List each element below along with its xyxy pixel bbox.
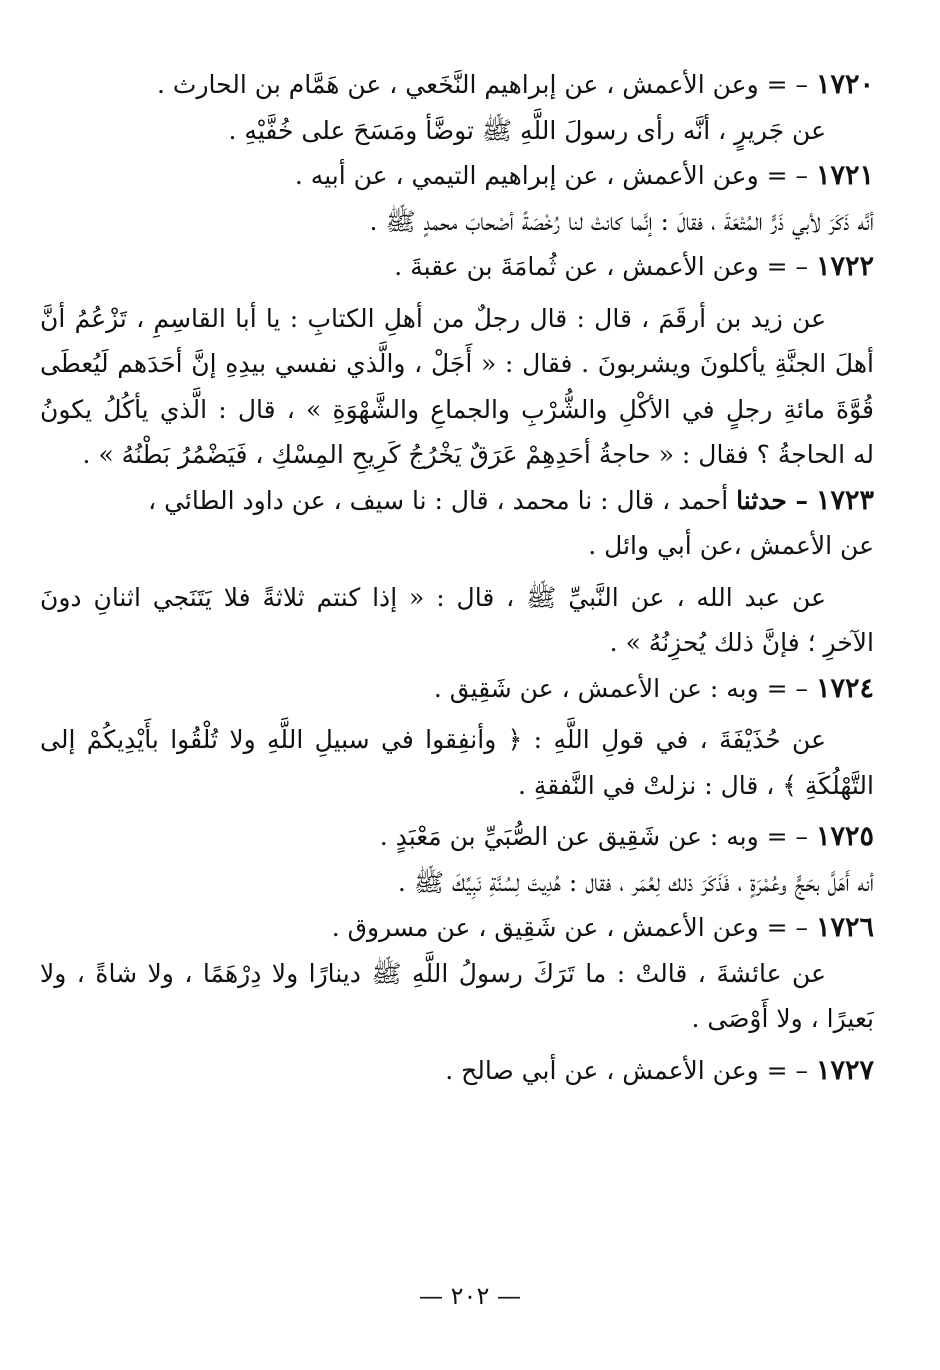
hadith-number: ١٧٢٠ xyxy=(815,69,874,100)
hadith-entry-1720 xyxy=(40,62,874,153)
hadith-number: ١٧٢٢ xyxy=(815,251,874,282)
isnad-text: – = وبه : عن الأعمش ، عن شَقِيق . xyxy=(433,673,809,703)
matn-line: عن عبد الله ، عن النَّبيِّ ﷺ ، قال : « إذا كنتم ثلاثةً فلا يَتَنَجي اثنانِ دونَ xyxy=(40,582,826,612)
isnad-text: أحمد ، قال : نا محمد ، قال : نا سيف ، عن داود الطائي ، xyxy=(148,485,729,515)
matn-line: التَّهْلُكَةِ ﴾ ، قال : نزلتْ في النَّفقةِ . xyxy=(517,770,874,800)
matn-line: الآخرِ ؛ فإنَّ ذلك يُحزِنُهُ » . xyxy=(609,628,874,657)
hadith-entry-1721 xyxy=(40,153,874,244)
hadith-entry-1724 xyxy=(40,666,874,809)
isnad-text: – = وعن الأعمش ، عن شَقِيق ، عن مسروق . xyxy=(331,913,809,942)
hadith-number: ١٧٢٥ xyxy=(815,821,874,852)
matn-line: عن جَريرٍ ، أنَّه رأى رسولَ اللَّهِ ﷺ توضَّأ ومَسَحَ على خُفَّيْهِ . xyxy=(228,115,826,145)
matn-line: أهلَ الجنَّةِ يأكلونَ ويشربونَ . فقال : « أَجَلْ ، والَّذي نفسي بيدِهِ إنَّ أحَدَهم لَيُعطَى xyxy=(40,349,874,378)
matn-line: عن عائشةَ ، قالتْ : ما تَرَكَ رسولُ اللَّهِ ﷺ دينارًا ولا دِرْهَمًا ، ولا شاةً ، ولا xyxy=(40,958,826,988)
matn-line: له الحاجةُ ؟ فقال : « حاجةُ أحَدِهِمْ عَرَقٌ يَخْرُجُ كَرِيحِ المِسْكِ ، فَيَضْمُرُ بَطْنُهُ » . xyxy=(82,440,874,469)
hadith-entry-1725 xyxy=(40,808,874,905)
isnad-text: – = وبه : عن شَقِيق عن الصُّبَيِّ بن مَعْبَدٍ . xyxy=(379,822,809,851)
isnad-line xyxy=(40,244,874,290)
isnad-continuation: عن الأعمش ،عن أبي وائل . xyxy=(588,531,874,560)
hadith-entry-1723 xyxy=(40,478,874,666)
page-number: — ٢٠٢ — xyxy=(419,1282,521,1310)
isnad-line xyxy=(40,62,874,108)
isnad-line xyxy=(40,905,874,951)
matn-line: عن زيد بن أرقَمَ ، قال : قال رجلٌ من أهلِ الكتابِ : يا أبا القاسِمِ ، تَزْعُمُ أنَّ xyxy=(40,303,826,333)
matn-line: أنه أَهَلَّ بحَجٍّ وعُمْرَةٍ ، فَذَكَرَ ذلك لِعُمَر ، فقال : هُدِيتَ لِسُنَّةِ نَبِيِّكَ ﷺ . xyxy=(397,867,874,897)
isnad-text: – = وعن الأعمش ، عن إبراهيم النَّخَعي ، عن هَمَّام بن الحارث . xyxy=(157,70,809,99)
isnad-line xyxy=(40,153,874,199)
isnad-line xyxy=(40,666,874,712)
hadith-number: ١٧٢٦ xyxy=(815,912,874,943)
isnad-text: – = وعن الأعمش ، عن أبي صالح . xyxy=(445,1055,809,1085)
hadith-number: ١٧٢١ xyxy=(815,160,874,191)
hadith-number: ١٧٢٣ xyxy=(815,484,874,516)
hadith-number: ١٧٢٤ xyxy=(815,672,874,704)
isnad-line xyxy=(40,814,874,860)
hadith-number: ١٧٢٧ xyxy=(815,1054,874,1086)
matn-line: قُوَّةَ مائةِ رجلٍ في الأكْلِ والشُّرْبِ والجماعِ والشَّهْوَةِ » ، قال : الَّذي يأكُلُ يكونُ xyxy=(40,394,874,424)
isnad-text: – = وعن الأعمش ، عن إبراهيم التيمي ، عن أبيه . xyxy=(294,161,809,190)
isnad-line xyxy=(40,478,874,524)
hadith-entry-1726 xyxy=(40,905,874,1042)
isnad-haddathana: – حدثنا xyxy=(736,485,809,515)
hadith-entry-1727 xyxy=(40,1042,874,1094)
isnad-line xyxy=(40,1048,874,1094)
matn-line: أنَّه ذَكَرَ لأبي ذَرٍّ المُتْعَةَ ، فقالَ : إنَّما كانتْ لنا رُخْصَةً أصْحابَ محمدٍ ﷺ . xyxy=(369,206,874,236)
isnad-text: – = وعن الأعمش ، عن ثُمامَةَ بن عقبةَ . xyxy=(394,252,809,281)
matn-line: عن حُذَيْفَةَ ، في قولِ اللَّهِ : ﴿ وأنفِقوا في سبيلِ اللَّهِ ولا تُلْقُوا بأَيْدِيكُمْ إلى xyxy=(40,725,826,754)
hadith-entry-1722 xyxy=(40,244,874,478)
matn-line: بَعيرًا ، ولا أَوْصَى . xyxy=(691,1004,874,1033)
page-body xyxy=(40,62,874,1093)
